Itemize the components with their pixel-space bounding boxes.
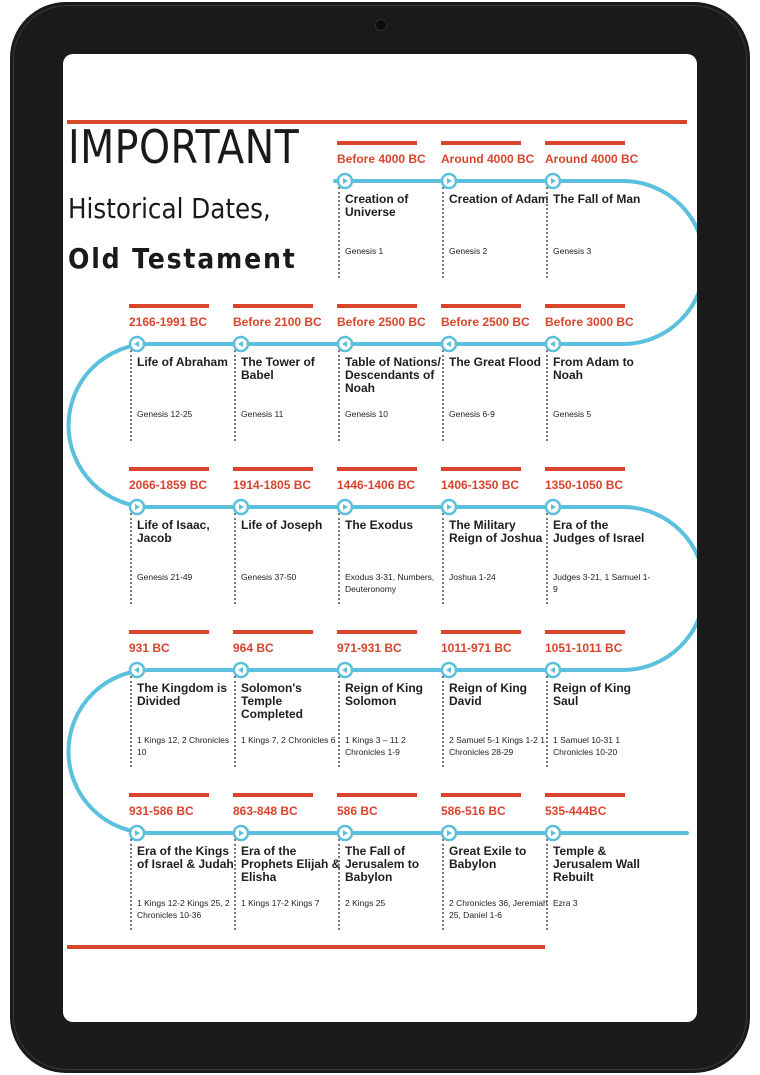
event-dotted-divider bbox=[338, 839, 340, 930]
event-scripture-reference: Genesis 3 bbox=[553, 246, 592, 256]
event-title: Reign of King Solomon bbox=[345, 681, 423, 708]
event-dotted-divider bbox=[234, 839, 236, 930]
event-scripture-reference: 2 Kings 25 bbox=[345, 898, 386, 908]
event-scripture-reference: 1 Kings 7, 2 Chronicles 6 bbox=[241, 735, 336, 745]
event-dotted-divider bbox=[130, 513, 132, 604]
timeline-event bbox=[233, 793, 341, 943]
heading-important: IMPORTANT bbox=[68, 120, 300, 174]
event-date: 1051-1011 BC bbox=[545, 641, 623, 655]
timeline-event bbox=[545, 793, 649, 943]
event-scripture-reference: Genesis 11 bbox=[241, 409, 284, 419]
event-date-bar bbox=[441, 630, 521, 634]
timeline-event bbox=[129, 793, 233, 943]
event-date-bar bbox=[545, 793, 625, 797]
event-date: 535-444BC bbox=[545, 804, 607, 818]
event-date: 1446-1406 BC bbox=[337, 478, 416, 492]
event-date: 1914-1805 BC bbox=[233, 478, 312, 492]
event-title: The Kingdom is Divided bbox=[137, 681, 227, 708]
event-title: The Fall of Jerusalem to Babylon bbox=[345, 844, 420, 884]
event-dotted-divider bbox=[338, 513, 340, 604]
timeline-event bbox=[545, 467, 649, 617]
event-title: The Exodus bbox=[345, 518, 414, 532]
event-scripture-reference: Joshua 1-24 bbox=[449, 572, 496, 582]
event-dotted-divider bbox=[338, 187, 340, 278]
event-title: The Tower of Babel bbox=[241, 355, 315, 382]
event-date: 2066-1859 BC bbox=[129, 478, 208, 492]
timeline-event bbox=[337, 793, 441, 943]
event-date: 1011-971 BC bbox=[441, 641, 512, 655]
event-date: 586-516 BC bbox=[441, 804, 506, 818]
event-date: Before 2500 BC bbox=[337, 315, 426, 329]
event-date-bar bbox=[129, 467, 209, 471]
event-date-bar bbox=[337, 467, 417, 471]
event-date: 931-586 BC bbox=[129, 804, 194, 818]
timeline-event bbox=[129, 467, 233, 617]
event-scripture-reference: 2 Chronicles 36, Jeremiah 25, Daniel 1-6 bbox=[449, 898, 548, 920]
event-date-bar bbox=[441, 141, 521, 145]
event-scripture-reference: Genesis 2 bbox=[449, 246, 488, 256]
event-dotted-divider bbox=[130, 350, 132, 441]
event-scripture-reference: 1 Kings 3 – 11 2 Chronicles 1-9 bbox=[345, 735, 406, 757]
timeline-event bbox=[441, 793, 548, 943]
event-date: 1406-1350 BC bbox=[441, 478, 520, 492]
event-scripture-reference: Genesis 21-49 bbox=[137, 572, 193, 582]
event-dotted-divider bbox=[338, 350, 340, 441]
event-date-bar bbox=[233, 304, 313, 308]
timeline-event bbox=[441, 141, 549, 291]
event-date-bar bbox=[337, 304, 417, 308]
event-dotted-divider bbox=[442, 676, 444, 767]
timeline-event bbox=[337, 304, 441, 454]
event-date-bar bbox=[441, 467, 521, 471]
camera-icon bbox=[375, 19, 387, 31]
event-dotted-divider bbox=[546, 187, 548, 278]
heading-historical-dates: Historical Dates, bbox=[68, 192, 271, 225]
event-scripture-reference: Genesis 1 bbox=[345, 246, 384, 256]
event-scripture-reference: 1 Kings 12-2 Kings 25, 2 Chronicles 10-36 bbox=[137, 898, 230, 920]
event-scripture-reference: Judges 3-21, 1 Samuel 1-9 bbox=[553, 572, 651, 594]
event-title: Reign of King Saul bbox=[553, 681, 631, 708]
timeline-event bbox=[337, 141, 441, 291]
timeline-event bbox=[129, 630, 233, 780]
event-title: Era of the Judges of Israel bbox=[553, 518, 645, 545]
event-date-bar bbox=[129, 793, 209, 797]
event-title: Solomon's Temple Completed bbox=[241, 681, 304, 721]
event-title: Life of Joseph bbox=[241, 518, 323, 532]
event-date: Around 4000 BC bbox=[545, 152, 639, 166]
event-dotted-divider bbox=[546, 350, 548, 441]
timeline-event bbox=[441, 630, 545, 780]
event-title: From Adam to Noah bbox=[553, 355, 634, 382]
event-date-bar bbox=[129, 304, 209, 308]
event-title: Era of the Kings of Israel & Judah bbox=[137, 844, 234, 871]
timeline-event bbox=[545, 141, 649, 291]
event-date-bar bbox=[129, 630, 209, 634]
event-date: Before 4000 BC bbox=[337, 152, 426, 166]
event-date-bar bbox=[337, 141, 417, 145]
heading-old-testament: Old Testament bbox=[68, 242, 297, 275]
event-dotted-divider bbox=[442, 839, 444, 930]
event-title: Temple & Jerusalem Wall Rebuilt bbox=[553, 844, 640, 884]
timeline-event bbox=[545, 630, 649, 780]
event-scripture-reference: 2 Samuel 5-1 Kings 1-2 1 Chronicles 28-29 bbox=[449, 735, 545, 757]
timeline-event bbox=[233, 304, 337, 454]
event-date: Before 3000 BC bbox=[545, 315, 634, 329]
event-title: The Military Reign of Joshua bbox=[449, 518, 543, 545]
event-date: 863-848 BC bbox=[233, 804, 298, 818]
event-scripture-reference: 1 Samuel 10-31 1 Chronicles 10-20 bbox=[553, 735, 621, 757]
event-title: Life of Isaac, Jacob bbox=[137, 518, 210, 545]
timeline-event bbox=[129, 304, 233, 454]
event-scripture-reference: Genesis 10 bbox=[345, 409, 388, 419]
event-title: Table of Nations/ Descendants of Noah bbox=[345, 355, 441, 395]
event-scripture-reference: 1 Kings 12, 2 Chronicles 10 bbox=[137, 735, 230, 757]
event-title: Era of the Prophets Elijah & Elisha bbox=[241, 844, 341, 884]
event-title: Creation of Adam bbox=[449, 192, 549, 206]
event-date-bar bbox=[233, 630, 313, 634]
timeline-event bbox=[337, 467, 441, 617]
timeline-event bbox=[337, 630, 441, 780]
timeline-event bbox=[545, 304, 649, 454]
event-dotted-divider bbox=[442, 187, 444, 278]
event-dotted-divider bbox=[442, 350, 444, 441]
event-title: The Fall of Man bbox=[553, 192, 641, 206]
event-dotted-divider bbox=[442, 513, 444, 604]
event-date: 1350-1050 BC bbox=[545, 478, 624, 492]
event-date-bar bbox=[545, 467, 625, 471]
event-title: Great Exile to Babylon bbox=[449, 844, 527, 871]
event-date-bar bbox=[233, 793, 313, 797]
timeline-event bbox=[233, 467, 337, 617]
event-date: Before 2500 BC bbox=[441, 315, 530, 329]
timeline-event bbox=[441, 467, 545, 617]
event-scripture-reference: Genesis 37-50 bbox=[241, 572, 297, 582]
event-date-bar bbox=[233, 467, 313, 471]
event-date-bar bbox=[337, 630, 417, 634]
event-dotted-divider bbox=[234, 676, 236, 767]
event-date: Before 2100 BC bbox=[233, 315, 322, 329]
event-date: 971-931 BC bbox=[337, 641, 402, 655]
event-title: The Great Flood bbox=[449, 355, 542, 369]
event-scripture-reference: Ezra 3 bbox=[553, 898, 578, 908]
event-date: 586 BC bbox=[337, 804, 378, 818]
event-dotted-divider bbox=[234, 350, 236, 441]
event-scripture-reference: 1 Kings 17-2 Kings 7 bbox=[241, 898, 320, 908]
event-date: 931 BC bbox=[129, 641, 170, 655]
timeline-event bbox=[233, 630, 337, 780]
event-scripture-reference: Genesis 6-9 bbox=[449, 409, 495, 419]
event-date: 2166-1991 BC bbox=[129, 315, 208, 329]
event-date-bar bbox=[545, 630, 625, 634]
event-dotted-divider bbox=[546, 513, 548, 604]
event-dotted-divider bbox=[130, 839, 132, 930]
event-date-bar bbox=[441, 304, 521, 308]
event-title: Life of Abraham bbox=[137, 355, 228, 369]
event-dotted-divider bbox=[338, 676, 340, 767]
event-date: Around 4000 BC bbox=[441, 152, 535, 166]
event-scripture-reference: Exodus 3-31, Numbers, Deuteronomy bbox=[345, 572, 435, 594]
event-dotted-divider bbox=[546, 676, 548, 767]
event-date-bar bbox=[337, 793, 417, 797]
event-date-bar bbox=[441, 793, 521, 797]
event-dotted-divider bbox=[234, 513, 236, 604]
event-title: Creation of Universe bbox=[345, 192, 409, 219]
event-title: Reign of King David bbox=[449, 681, 527, 708]
event-scripture-reference: Genesis 5 bbox=[553, 409, 592, 419]
screen bbox=[63, 54, 697, 1022]
event-date: 964 BC bbox=[233, 641, 274, 655]
event-date-bar bbox=[545, 304, 625, 308]
event-scripture-reference: Genesis 12-25 bbox=[137, 409, 193, 419]
event-dotted-divider bbox=[130, 676, 132, 767]
event-dotted-divider bbox=[546, 839, 548, 930]
event-date-bar bbox=[545, 141, 625, 145]
timeline-event bbox=[441, 304, 545, 454]
